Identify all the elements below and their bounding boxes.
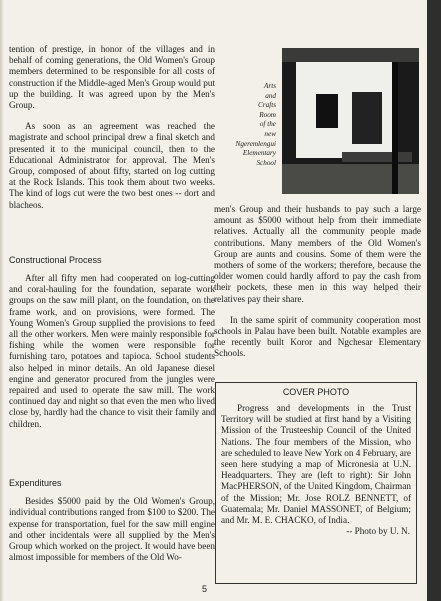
heading-constructional-process: Constructional Process bbox=[9, 254, 102, 265]
paragraph-construction: After all fifty men had cooperated on log-cutting and coral-hauling for the foundation, separate work groups on the saw mill plant, on the foundation, on the frame work, and on provisions, were formed. The Young Women's Group supplied the provisions to feed all the other workers. Men were mainly responsible for fishing while the women were responsible for furnishing taro, potatoes and tapioca. School students also helped in minor details. An old Japanese diesel engine and generator procured from the jungles were repaired and used to operate the saw mill. The work continued day and night so that even the men who lived close by, hardly had the chance to visit their family and children. bbox=[9, 273, 215, 429]
heading-expenditures: Expenditures bbox=[9, 477, 62, 488]
cover-photo-title: COVER PHOTO bbox=[282, 387, 350, 397]
photo-caption: Arts and Crafts Room of the new Ngeremlengui Elementary School bbox=[235, 82, 276, 167]
paragraph-prestige: tention of prestige, in honor of the villages and in behalf of coming generations, the Old Women's Group members determined to be responsible for all costs of construction if the Middle-aged Men's Group would put up the building. It was agreed upon by the Men's Group. bbox=[9, 44, 215, 111]
page-number: 5 bbox=[202, 584, 208, 594]
paragraph-contributions: men's Group and their husbands to pay such a large amount as $5000 without help from their immediate relatives. Actually all the community people made contributions. Many members of the Old Women's Group are aunts and cousins. Some of them were the mothers of some of the workers; therefore, because the older women could hardly afford to pay the cash from their pockets, these men in this way helped their relatives pay their share. bbox=[214, 204, 421, 304]
paragraph-community: In the same spirit of community cooperation most schools in Palau have been built. Notable examples are the recently built Koror and Ngchesar Elementary Schools. bbox=[214, 314, 421, 359]
left-column bbox=[9, 44, 215, 563]
right-column bbox=[214, 204, 421, 360]
paragraph-agreement: As soon as an agreement was reached the magistrate and school principal drew a final sketch and presented it to the municipal council, then to the Educational Administrator for approval. The Men's Group, composed of about fifty, started on log cutting at the Rock Islands. This took them about two weeks. The kind of logs cut were the two best ones -- dort and blacheos. bbox=[9, 121, 215, 210]
school-room-photo bbox=[282, 48, 419, 194]
cover-photo-text: Progress and developments in the Trust Territory will be studied at first hand by a Visiting Mission of the Trusteeship Council of the United Nations. The four members of the Mission, who are scheduled to leave New York on 4 February, are seen here studying a map of Micronesia at U.N. Headquarters. They are (left to right): Sir John MacPHERSON, of the United Kingdom, Chairman of the Mission; Mr. Jose ROLZ BENNETT, of Guatemala; Mr. Daniel MASSONET, of Belgium; and Mr. M. E. CHACKO, of India. bbox=[221, 403, 411, 526]
paragraph-expenditures: Besides $5000 paid by the Old Women's Group, individual contributions ranged from $100 to $200. The expense for transportation, fuel for the saw mill engine and other incidentals were all supplied by the Men's Group which worked on the project. It would have been almost impossible for members of the Old Wo- bbox=[9, 496, 215, 563]
cover-photo-box bbox=[215, 382, 417, 584]
photo-credit: -- Photo by U. N. bbox=[346, 526, 410, 537]
